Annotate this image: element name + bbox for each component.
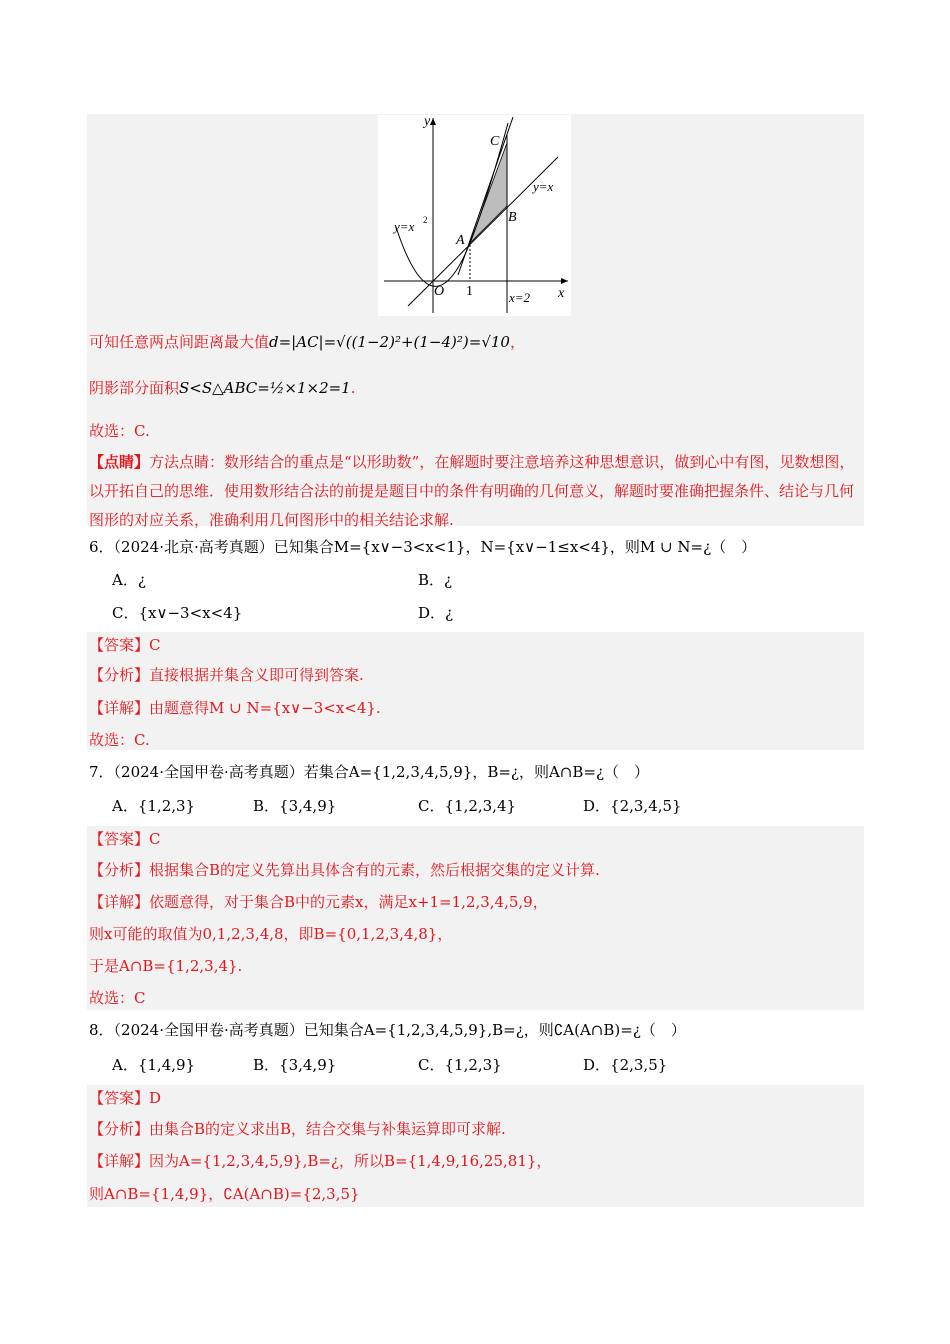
q6-option-a[interactable]: A．¿	[112, 571, 146, 589]
label-x: x	[558, 286, 565, 301]
q7-choice: 故选：C	[89, 989, 146, 1007]
q8-detail-2: 则A∩B={1,4,9}，∁A(A∩B)={2,3,5}	[89, 1185, 360, 1203]
distance-suffix: ，	[509, 333, 525, 351]
q7-option-a[interactable]: A．{1,2,3}	[112, 797, 196, 815]
q7-detail-2: 则x可能的取值为0,1,2,3,4,8，即B={0,1,2,3,4,8}，	[89, 925, 453, 943]
q7-analysis: 【分析】根据集合B的定义先算出具体含有的元素，然后根据交集的定义计算.	[89, 861, 600, 879]
solution-distance-line	[89, 331, 525, 353]
q8-detail-1: 【详解】因为A={1,2,3,4,5,9},B=¿，所以B={1,4,9,16,25,81}，	[89, 1152, 552, 1170]
solution-block-q7	[87, 826, 864, 1010]
q8-option-d[interactable]: D．{2,3,5}	[583, 1056, 668, 1074]
y-axis-arrow	[430, 118, 436, 125]
q7-option-c[interactable]: C．{1,2,3,4}	[418, 797, 517, 815]
label-c: C	[490, 134, 500, 149]
q7-detail-3: 于是A∩B={1,2,3,4}.	[89, 957, 243, 975]
q6-analysis: 【分析】直接根据并集含义即可得到答案.	[89, 666, 364, 684]
tip-text: 方法点睛：数形结合的重点是“以形助数”，在解题时要注意培养这种思想意识，做到心中有图，见数想图，以开拓自己的思维．使用数形结合法的前提是题目中的条件有明确的几何意义，解题时要准确把握条件、结论与几何图形的对应关系，准确利用几何图形中的相关结论求解.	[89, 453, 855, 529]
q7-option-d[interactable]: D．{2,3,4,5}	[583, 797, 682, 815]
q7-option-b[interactable]: B．{3,4,9}	[253, 797, 337, 815]
function-graph	[378, 115, 571, 316]
q6-option-d[interactable]: D．¿	[418, 604, 454, 622]
q6-detail: 【详解】由题意得M ∪ N={x∨−3<x<4}.	[89, 699, 381, 717]
label-x-eq-2: x=2	[509, 290, 531, 305]
solution-choice-q5: 故选：C.	[89, 422, 150, 440]
q8-option-c[interactable]: C．{1,2,3}	[418, 1056, 502, 1074]
q6-option-b[interactable]: B．¿	[418, 571, 453, 589]
x-axis-arrow	[561, 278, 568, 284]
q8-option-a[interactable]: A．{1,4,9}	[112, 1056, 196, 1074]
question-8-stem: 8．（2024·全国甲卷·高考真题）已知集合A={1,2,3,4,5,9},B=¿，则∁A(A∩B)=¿（ ）	[89, 1021, 686, 1039]
q8-analysis: 【分析】由集合B的定义求出B，结合交集与补集运算即可求解.	[89, 1120, 506, 1138]
question-6-stem: 6．（2024·北京·高考真题）已知集合M={x∨−3<x<1}，N={x∨−1≤x<4}，则M ∪ N=¿（ ）	[89, 538, 757, 556]
label-y-eq-x2: y=x	[394, 219, 415, 234]
label-a: A	[456, 233, 465, 248]
solution-area-line	[89, 377, 356, 399]
distance-prefix: 可知任意两点间距离最大值	[89, 333, 270, 351]
area-suffix: .	[350, 379, 356, 397]
q6-option-c[interactable]: C．{x∨−3<x<4}	[112, 604, 243, 622]
q7-answer: 【答案】C	[89, 830, 161, 848]
tip-paragraph	[89, 448, 864, 535]
distance-formula: d=|AC|=√((1−2)²+(1−4)²)=√10	[269, 333, 510, 351]
q8-answer: 【答案】D	[89, 1089, 162, 1107]
tip-tag: 【点睛】	[89, 453, 150, 471]
solution-block-q6	[87, 632, 864, 750]
question-7-stem: 7．（2024·全国甲卷·高考真题）若集合A={1,2,3,4,5,9}，B=¿，则A∩B=¿（ ）	[89, 763, 650, 781]
label-o: O	[434, 284, 445, 299]
q8-option-b[interactable]: B．{3,4,9}	[253, 1056, 337, 1074]
area-prefix: 阴影部分面积	[89, 379, 180, 397]
label-b: B	[508, 210, 517, 225]
label-y-eq-x: y=x	[533, 179, 554, 194]
label-exponent-2: 2	[423, 215, 428, 225]
q6-answer: 【答案】C	[89, 636, 161, 654]
q7-detail-1: 【详解】依题意得，对于集合B中的元素x，满足x+1=1,2,3,4,5,9，	[89, 893, 548, 911]
q6-choice: 故选：C.	[89, 731, 150, 749]
area-formula: S<S△ABC=½×1×2=1	[179, 379, 351, 397]
label-y: y	[424, 115, 431, 129]
label-1: 1	[466, 284, 473, 299]
